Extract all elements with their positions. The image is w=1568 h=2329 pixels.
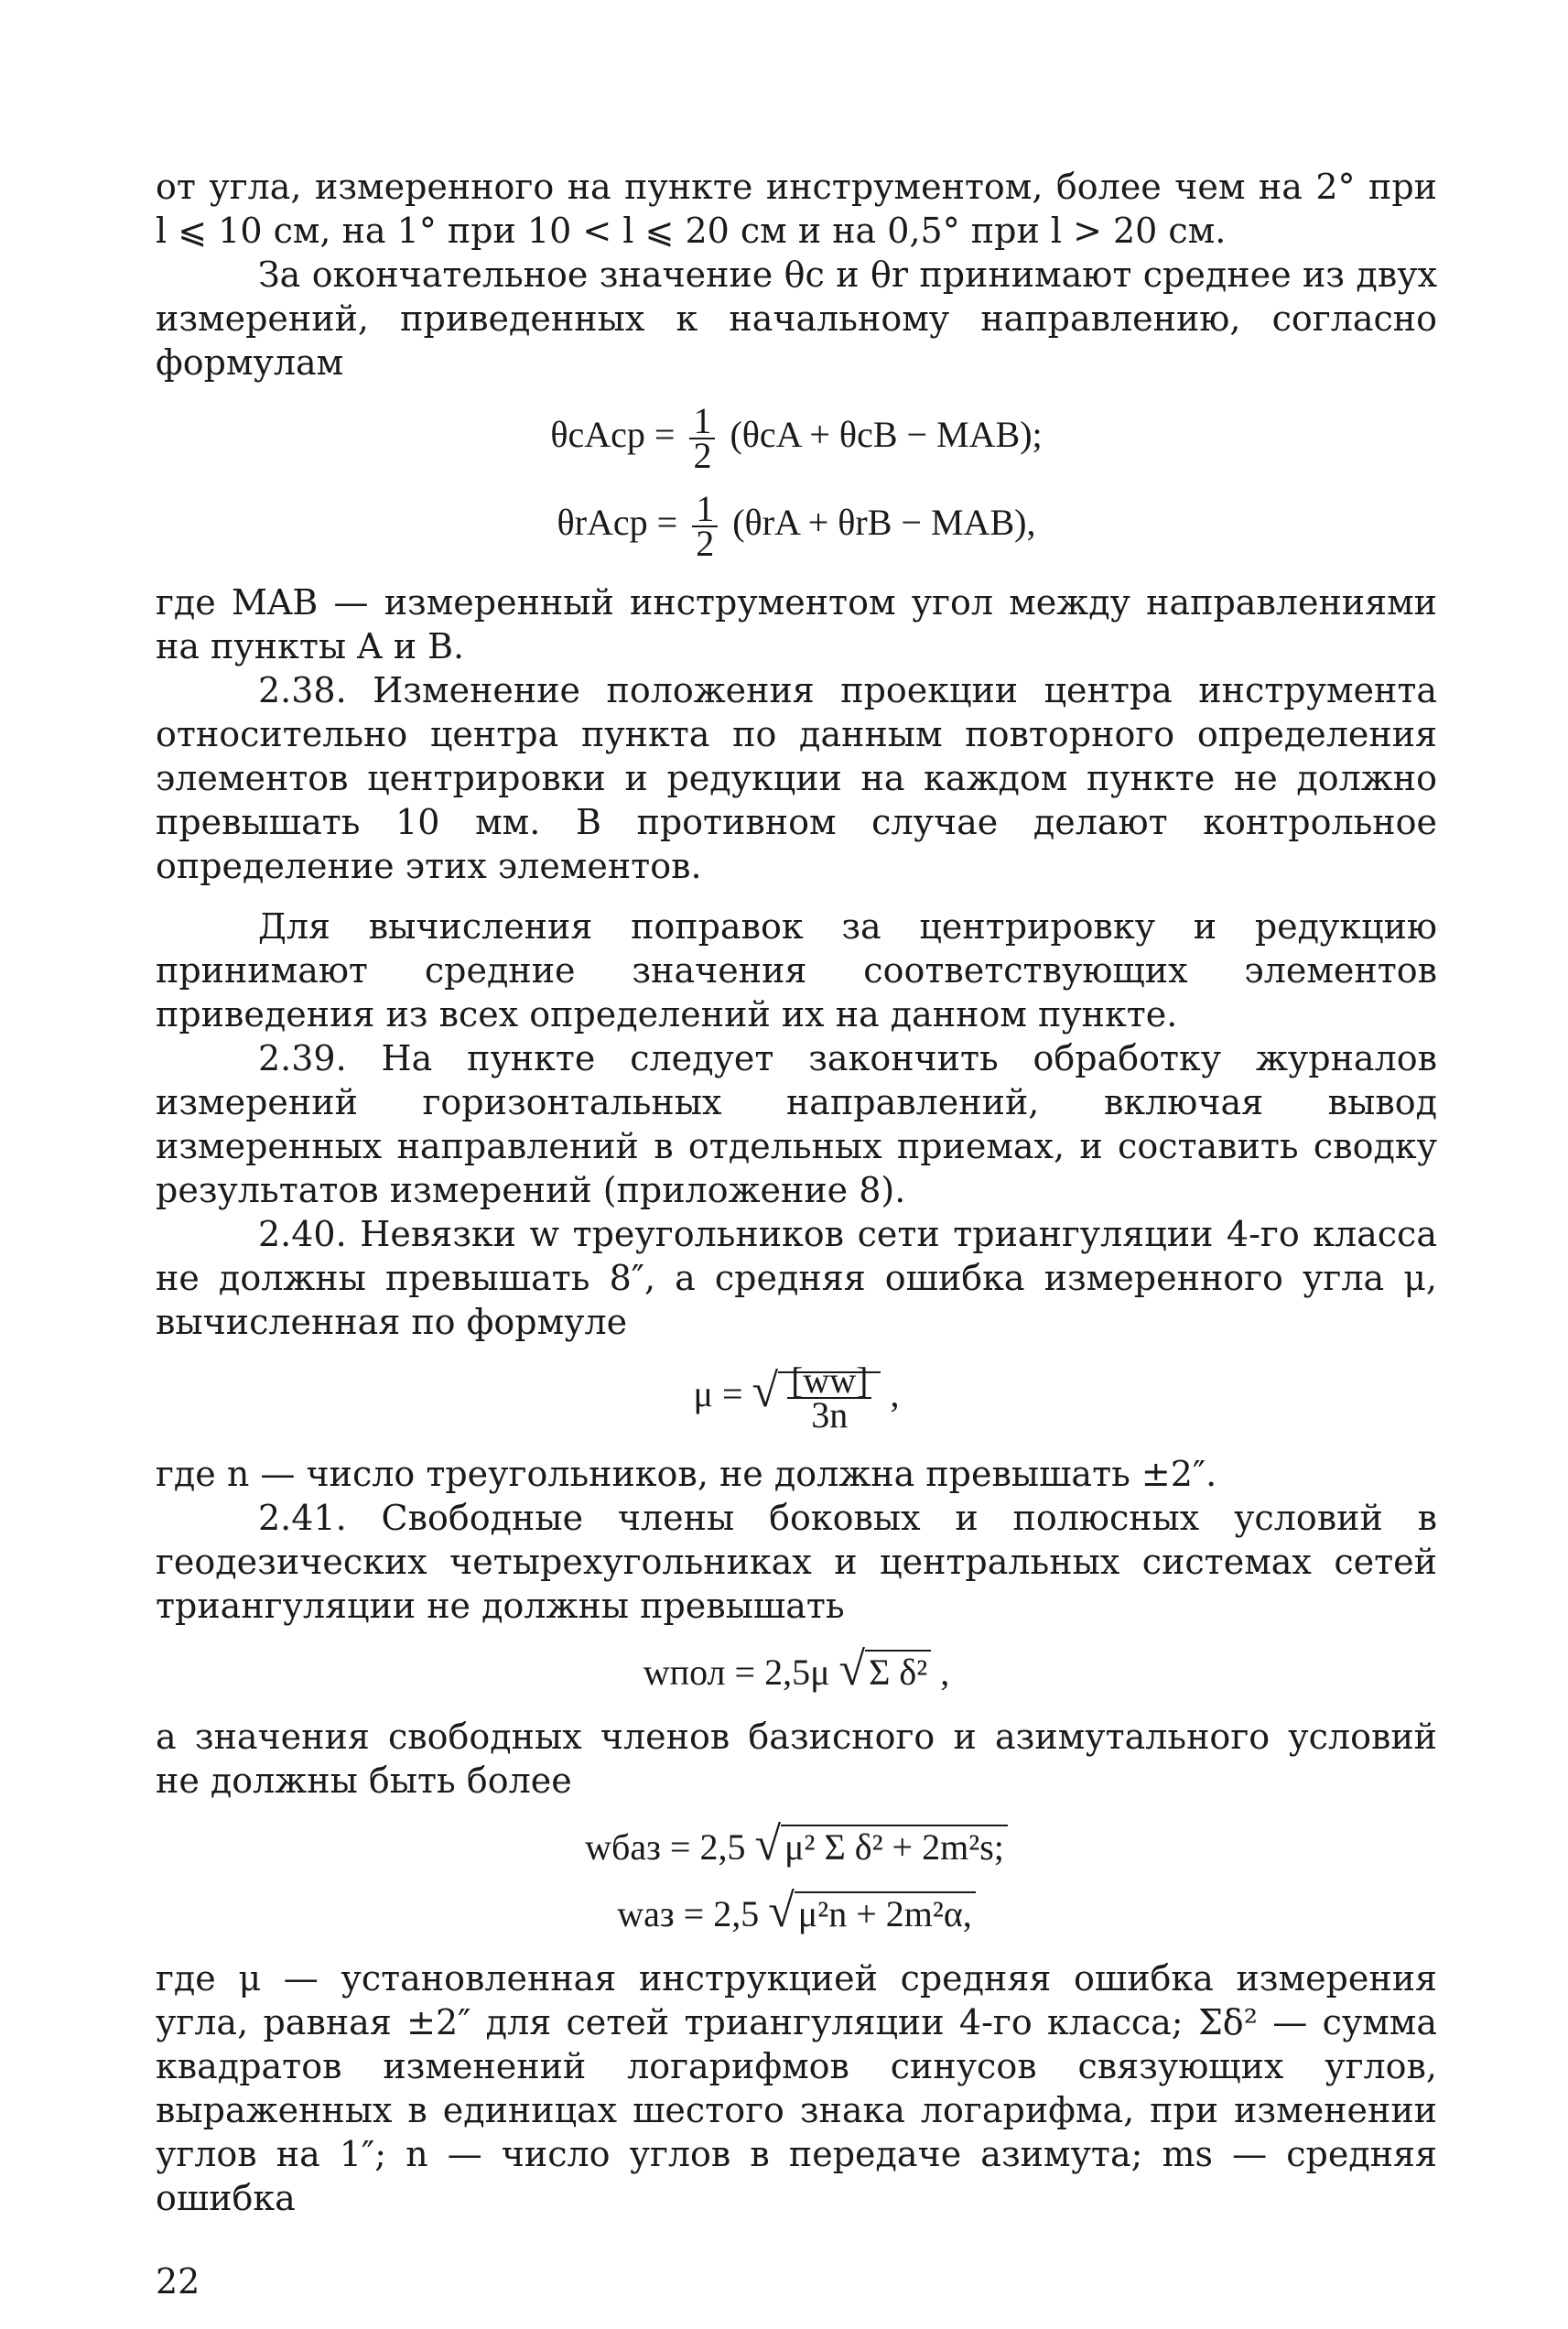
formula-lhs: wпол: [643, 1652, 726, 1693]
paragraph: Для вычисления поправок за центрировку и редукцию принимают средние значения соответствующих элементов приведения из всех определений их на данном пункте.: [156, 906, 1437, 1035]
paragraph: 2.41. Свободные члены боковых и полюсных условий в геодезических четырехугольниках и центральных системах сетей триангуляции не должны превышать: [156, 1498, 1437, 1626]
fraction-half: [689, 400, 715, 476]
radical-sign-icon: √: [754, 1818, 781, 1870]
paragraph: 2.38. Изменение положения проекции центра инструмента относительно центра пункта по данным повторного определения элементов центрировки и редукции на каждом пункте не должно превышать 10 мм. В противном случае делают контрольное определение этих элементов.: [156, 670, 1437, 886]
radicand: [778, 1359, 881, 1435]
page-body: [156, 165, 1437, 2220]
formula-w-pol: wпол = 2,5μ √ Σ δ² ,: [643, 1643, 950, 1695]
paragraph: а значения свободных членов базисного и азимутального условий не должны быть более: [156, 1717, 1437, 1801]
paragraph: 2.39. На пункте следует закончить обработку журналов измерений горизонтальных направлений, включая вывод измеренных направлений в отдельных приемах, и составить сводку результатов измерений (приложение 8).: [156, 1038, 1437, 1210]
radical-sign-icon: √: [838, 1643, 866, 1695]
radicand: μ²n + 2m²α,: [795, 1891, 976, 1934]
formula-coef: 2,5: [713, 1893, 760, 1934]
formula-coef: 2,5μ: [764, 1652, 830, 1693]
formula-lhs: μ: [693, 1373, 713, 1415]
paragraph: от угла, измеренного на пункте инструментом, более чем на 2° при l ⩽ 10 см, на 1° при 10 < l ⩽ 20 см и на 0,5° при l > 20 см.: [156, 167, 1437, 251]
formula-lhs: wбаз: [585, 1826, 661, 1868]
fraction-half: [692, 488, 718, 564]
paragraph: где μ — установленная инструкцией средняя ошибка измерения угла, равная ±2″ для сетей триангуляции 4-го класса; Σδ² — сумма квадратов изменений логарифмов синусов связующих углов, выраженных в единицах шестого знака логарифма, при изменении углов на 1″; n — число углов в передаче азимута; ms — средняя ошибка: [156, 1958, 1437, 2218]
paragraph: За окончательное значение θc и θr принимают среднее из двух измерений, приведенных к начальному направлению, согласно формулам: [156, 255, 1437, 383]
fraction-denominator: 2: [693, 435, 712, 476]
formula-theta-r: θrAср = $\frac{1}{2}$ (θrA + θrB − MAB),: [557, 488, 1036, 564]
paragraph: где MAB — измеренный инструментом угол между направлениями на пункты A и B.: [156, 582, 1437, 666]
formula-theta-c: θcAср = $\frac{1}{2}$ (θcA + θcB − MAB);: [550, 400, 1043, 476]
formula-coef: 2,5: [699, 1826, 746, 1868]
radical-sign-icon: √: [752, 1365, 779, 1418]
fraction-numerator: [ww]: [787, 1364, 871, 1399]
fraction: [787, 1359, 871, 1435]
formula-mu: μ = √ $\frac{[ww]}{3n}$ ,: [693, 1359, 900, 1435]
paragraph: где n — число треугольников, не должна превышать ±2″.: [156, 1454, 1217, 1494]
formula-lhs: wаз: [617, 1893, 675, 1934]
formula-w-baz: wбаз = 2,5 √ μ² Σ δ² + 2m²s;: [156, 1823, 1437, 1869]
radicand: Σ δ²: [865, 1650, 931, 1693]
formula-rhs: (θrA + θrB − MAB),: [732, 502, 1036, 544]
paragraph: 2.40. Невязки w треугольников сети триангуляции 4-го класса не должны превышать 8″, а средняя ошибка измеренного угла μ, вычисленная по формуле: [156, 1214, 1437, 1342]
formula-w-az: wаз = 2,5 √ μ²n + 2m²α,: [156, 1890, 1437, 1936]
formula-rhs: (θcA + θcB − MAB);: [730, 414, 1043, 456]
fraction-numerator: 1: [689, 405, 715, 439]
formula-lhs: θrAср: [557, 502, 648, 544]
radical-sign-icon: √: [768, 1885, 795, 1937]
page-number: 22: [156, 2261, 200, 2302]
fraction-denominator: 3n: [811, 1394, 849, 1435]
fraction-numerator: 1: [692, 493, 718, 527]
fraction-denominator: 2: [696, 523, 715, 564]
radicand: μ² Σ δ² + 2m²s;: [781, 1825, 1008, 1868]
formula-lhs: θcAср: [550, 414, 645, 456]
